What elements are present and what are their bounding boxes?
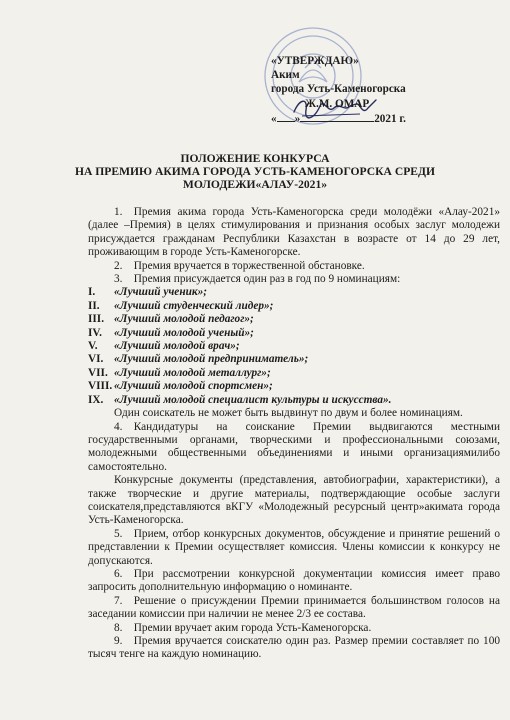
nomination-text: «Лучший молодой металлург»;: [114, 366, 271, 379]
nomination-text: «Лучший молодой спортсмен»;: [114, 380, 273, 393]
nomination-number: I.: [88, 286, 96, 299]
title-line-3: МОЛОДЕЖИ«АЛАУ-2021»: [182, 178, 328, 191]
paragraph-1: 1. Премия акима города Усть-Каменогорска среди молодёжи «Алау-2021» (далее –Премия) в целях стимулирования и признания особых заслуг молодежи присуждается гражданам Республики Казахстан в возрасте от 14 до 29 лет, проживающим в городе Усть-Каменогорске.: [88, 206, 500, 259]
nomination-item: [88, 394, 500, 407]
nomination-text: «Лучший молодой ученый»;: [114, 326, 254, 339]
paragraph-5: 5. Прием, отбор конкурсных документов, обсуждение и принятие решений о представлении к Премии осуществляет комиссия. Члены комиссии к конкурсу не допускаются.: [88, 527, 500, 567]
nomination-item: [88, 327, 500, 340]
nomination-text: «Лучший молодой специалист культуры и искусства».: [114, 393, 392, 406]
paragraph-single-nomination: Один соискатель не может быть выдвинут по двум и более номинациям.: [114, 407, 463, 420]
nomination-item: [88, 367, 500, 380]
nomination-number: IX.: [88, 393, 104, 406]
paragraph-9: 9. Премия вручается соискателю один раз. Размер премии составляет по 100 тысяч тенге на каждую номинацию.: [88, 635, 500, 661]
nomination-item: [88, 340, 500, 353]
paragraph-7: 7. Решение о присуждении Премии принимается большинством голосов на заседании комиссии при наличии не менее 2/3 ее состава.: [88, 594, 500, 621]
approval-city: города Усть-Каменогорска: [271, 83, 406, 96]
title-line-2: НА ПРЕМИЮ АКИМА ГОРОДА УСТЬ-КАМЕНОГОРСКА СРЕДИ: [74, 165, 436, 178]
nomination-text: «Лучший студенческий лидер»;: [114, 299, 274, 312]
approval-name: Ж.М. ОМАР: [305, 97, 370, 110]
paragraph-6: 6. При рассмотрении конкурсной документации комиссия имеет право запросить дополнительную информацию о номинанте.: [88, 567, 500, 594]
approval-name-line: [271, 97, 406, 111]
paragraph-2: 2. Премия вручается в торжественной обстановке.: [114, 259, 365, 272]
approval-title: «УТВЕРЖДАЮ»: [271, 55, 359, 67]
title-line-1: ПОЛОЖЕНИЕ КОНКУРСА: [180, 152, 330, 165]
nomination-text: «Лучший молодой врач»;: [114, 340, 240, 353]
nomination-item: [88, 380, 500, 393]
nomination-number: VIII.: [88, 380, 113, 393]
nomination-number: IV.: [88, 326, 102, 339]
nomination-item: [88, 300, 500, 313]
nomination-item: [88, 313, 500, 326]
date-open-quote: «: [271, 112, 277, 125]
nomination-number: III.: [88, 313, 105, 326]
date-month-blank: [300, 111, 374, 122]
document-title: [60, 152, 450, 191]
nomination-number: II.: [88, 299, 100, 312]
approval-block: [271, 54, 406, 126]
paragraph-8: 8. Премии вручает аким города Усть-Каменогорска.: [114, 621, 372, 634]
approval-year: 2021 г.: [374, 112, 406, 125]
paragraph-4: 4. Кандидатуры на соискание Премии выдвигаются местными государственными органами, творческими и профессиональными союзами, молодежными общественными объединениями и иными организациямилибо самостоятельно.: [88, 420, 500, 473]
nomination-list: [88, 286, 500, 407]
nomination-item: [88, 286, 500, 299]
paragraph-3: 3. Премия присуждается один раз в год по 9 номинациям:: [114, 273, 401, 286]
approval-position: Аким: [271, 69, 300, 82]
document-body: [88, 206, 500, 662]
nomination-item: [88, 353, 500, 366]
date-close-quote: »: [294, 112, 301, 125]
date-day-blank: [277, 111, 295, 122]
nomination-number: VII.: [88, 366, 108, 379]
paragraph-4b: Конкурсные документы (представления, автобиографии, характеристики), а также творческие и другие материалы, подтверждающие особые заслуги соискателя,представляются вКГУ «Молодежный ресурсный центр»акимата города Усть-Каменогорска.: [88, 474, 500, 527]
nomination-number: V.: [88, 340, 98, 353]
nomination-text: «Лучший молодой педагог»;: [114, 313, 254, 326]
nomination-number: VI.: [88, 353, 104, 366]
nomination-text: «Лучший ученик»;: [114, 286, 208, 299]
nomination-text: «Лучший молодой предприниматель»;: [114, 353, 309, 366]
approval-date-line: [271, 111, 406, 126]
